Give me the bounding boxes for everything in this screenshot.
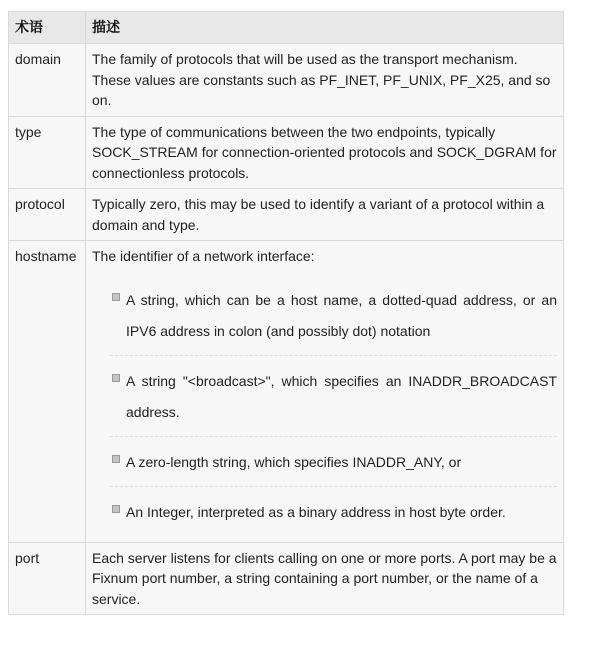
- square-bullet-icon: [112, 505, 120, 513]
- square-bullet-icon: [112, 374, 120, 382]
- table-row-type: [9, 116, 564, 189]
- header-description: 描述: [86, 12, 564, 44]
- description-cell: Typically zero, this may be used to identify a variant of a protocol within a domain and type.: [86, 189, 564, 241]
- description-text: The identifier of a network interface:: [92, 248, 315, 264]
- term-cell: hostname: [9, 241, 86, 543]
- list-item: [110, 437, 557, 487]
- table-row-protocol: [9, 189, 564, 241]
- list-item-text: An Integer, interpreted as a binary address in host byte order.: [126, 503, 506, 520]
- list-item: [110, 487, 557, 536]
- header-row: [9, 12, 564, 44]
- table-header: [9, 12, 564, 44]
- table-body: [9, 44, 564, 615]
- list-item: [110, 356, 557, 437]
- square-bullet-icon: [112, 293, 120, 301]
- list-item-text: A zero-length string, which specifies INADDR_ANY, or: [126, 453, 462, 470]
- term-cell: type: [9, 116, 86, 189]
- table-row-port: [9, 542, 564, 615]
- term-cell: port: [9, 542, 86, 615]
- term-cell: protocol: [9, 189, 86, 241]
- description-cell: The family of protocols that will be used as the transport mechanism. These values are constants such as PF_INET, PF_UNIX, PF_X25, and so on.: [86, 44, 564, 117]
- description-cell: Each server listens for clients calling on one or more ports. A port may be a Fixnum port number, a string containing a port number, or the name of a service.: [86, 542, 564, 615]
- list-item: [110, 275, 557, 356]
- description-cell: The type of communications between the two endpoints, typically SOCK_STREAM for connection-oriented protocols and SOCK_DGRAM for connectionless protocols.: [86, 116, 564, 189]
- description-cell: [86, 241, 564, 543]
- list-item-text: A string, which can be a host name, a dotted-quad address, or an IPV6 address in colon (and possibly dot) notation: [126, 291, 557, 339]
- header-term: 术语: [9, 12, 86, 44]
- square-bullet-icon: [112, 455, 120, 463]
- table-row-hostname: [9, 241, 564, 543]
- table-row-domain: [9, 44, 564, 117]
- hostname-options-list: [92, 275, 557, 536]
- term-cell: domain: [9, 44, 86, 117]
- terms-table: [8, 11, 564, 615]
- list-item-text: A string "<broadcast>", which specifies an INADDR_BROADCAST address.: [126, 372, 557, 420]
